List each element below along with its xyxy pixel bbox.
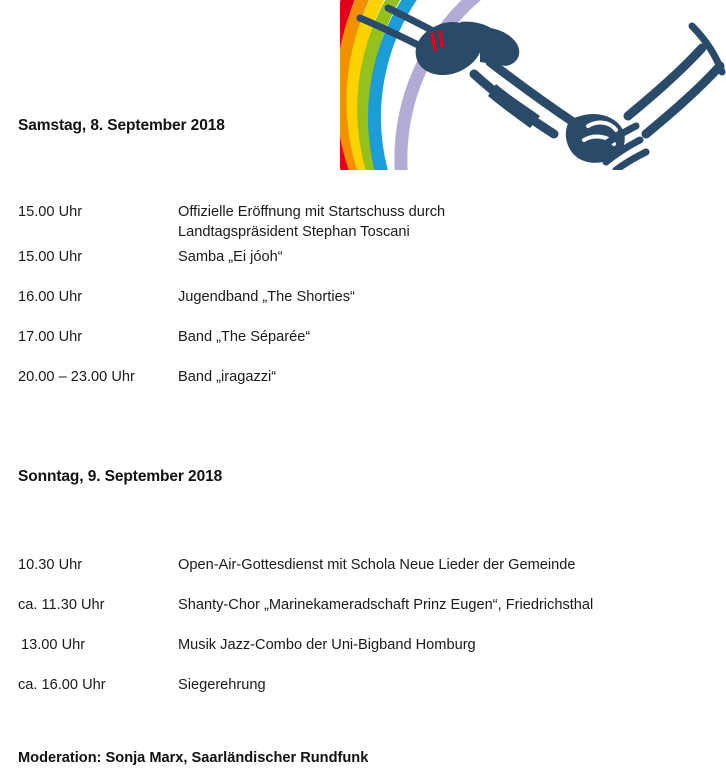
event-description: Musik Jazz-Combo der Uni-Bigband Homburg (178, 637, 476, 653)
day-heading-sunday: Sonntag, 9. September 2018 (18, 468, 223, 485)
event-description: Jugendband „The Shorties“ (178, 289, 355, 305)
schedule-row (0, 202, 726, 247)
red-accent-stroke (440, 32, 442, 46)
event-description: Shanty-Chor „Marinekameradschaft Prinz Eugen“, Friedrichsthal (178, 597, 594, 613)
rainbow-hands-illustration (340, 0, 726, 170)
schedule-row (0, 247, 726, 287)
event-time: 17.00 Uhr (18, 329, 83, 345)
event-description: Siegerehrung (178, 677, 266, 693)
event-time: ca. 11.30 Uhr (18, 597, 105, 613)
event-time: 15.00 Uhr (18, 249, 83, 265)
moderation-note: Moderation: Sonja Marx, Saarländischer Rundfunk (18, 750, 369, 766)
event-time: 15.00 Uhr (18, 204, 83, 220)
event-time: 10.30 Uhr (18, 557, 83, 573)
event-description: Samba „Ei jóoh“ (178, 249, 283, 265)
schedule-row (0, 595, 726, 635)
event-description: Band „The Séparée“ (178, 329, 311, 345)
day-heading-saturday: Samstag, 8. September 2018 (18, 117, 225, 134)
event-description (178, 202, 445, 242)
schedule-row (0, 635, 726, 675)
schedule-row (0, 287, 726, 327)
event-description: Open-Air-Gottesdienst mit Schola Neue Lieder der Gemeinde (178, 557, 576, 573)
schedule-row (0, 675, 726, 715)
event-time: 13.00 Uhr (21, 637, 86, 653)
event-time: ca. 16.00 Uhr (18, 677, 106, 693)
rainbow-hands-logo (340, 0, 726, 170)
event-description-line-1: Offizielle Eröffnung mit Startschuss durch (178, 204, 446, 220)
event-time: 16.00 Uhr (18, 289, 83, 305)
schedule-row (0, 327, 726, 367)
event-description-line-2: Landtagspräsident Stephan Toscani (178, 224, 410, 240)
schedule-row (0, 367, 726, 407)
schedule-saturday (0, 202, 726, 407)
event-description: Band „iragazzi“ (178, 369, 277, 385)
schedule-sunday (0, 555, 726, 715)
schedule-row (0, 555, 726, 595)
event-time: 20.00 – 23.00 Uhr (18, 369, 135, 385)
